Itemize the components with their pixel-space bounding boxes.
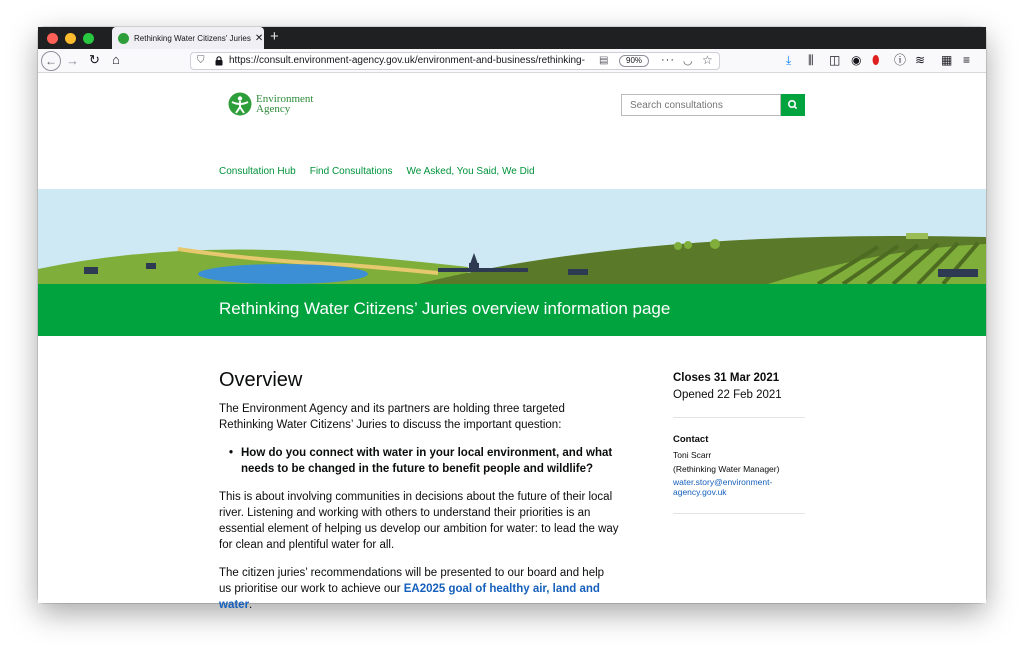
tracking-shield-icon[interactable]: ⛉ [197, 55, 205, 66]
environment-agency-logo[interactable] [228, 92, 313, 116]
search-icon [781, 94, 805, 116]
search-input[interactable]: Search consultations [621, 94, 781, 116]
info-extension-icon[interactable]: ⓘ [894, 53, 907, 67]
logo-line-2: Agency [256, 103, 291, 115]
minimize-window-button[interactable] [65, 33, 76, 44]
browser-window [38, 27, 986, 611]
page-title: Rethinking Water Citizens’ Juries overview information page [219, 299, 671, 318]
browser-tab[interactable] [112, 27, 264, 49]
library-icon[interactable]: ⫼ [808, 53, 814, 67]
page-actions-icon[interactable]: ··· [661, 54, 675, 66]
contact-role: (Rethinking Water Manager) [673, 464, 780, 474]
main-content [219, 369, 619, 625]
forward-button[interactable]: → [66, 53, 79, 68]
consultation-sidebar [673, 372, 813, 530]
menu-icon[interactable]: ≡ [963, 53, 971, 67]
tab-title: Rethinking Water Citizens' Juries [134, 33, 251, 43]
close-window-button[interactable] [47, 33, 58, 44]
downloads-icon[interactable]: ⤓ [786, 53, 792, 67]
overview-heading: Overview [219, 369, 303, 391]
contact-name: Toni Scarr [673, 450, 712, 460]
extension-icon[interactable]: ▦ [941, 53, 953, 67]
search-button[interactable] [781, 94, 805, 116]
bookmark-star-icon[interactable]: ☆ [702, 53, 713, 67]
main-navigation [219, 166, 535, 177]
nav-find-consultations[interactable]: Find Consultations [309, 166, 393, 177]
closing-date: Closes 31 Mar 2021 [673, 372, 780, 384]
ea2025-goal-link[interactable]: EA2025 goal of healthy air, land and water [219, 583, 600, 611]
reader-view-icon[interactable]: ▤ [599, 55, 609, 66]
sidebar-divider [673, 417, 805, 418]
contact-heading: Contact [673, 434, 709, 445]
pocket-icon[interactable]: ◡ [683, 55, 693, 67]
key-question-bullet: • How do you connect with water in your local environment, and what needs to be changed in the future to benefit people and wildlife? [241, 445, 619, 477]
sidebar-divider-bottom [673, 513, 805, 514]
navigation-toolbar [38, 49, 986, 73]
address-bar[interactable] [190, 52, 720, 70]
tab-close-icon[interactable]: ✕ [254, 32, 264, 44]
reload-button[interactable]: ↻ [89, 52, 100, 67]
lock-icon[interactable] [215, 56, 223, 66]
nav-we-asked-you-said[interactable]: We Asked, You Said, We Did [406, 166, 535, 177]
zoom-level-badge[interactable]: 90% [619, 55, 649, 67]
zoom-window-button[interactable] [83, 33, 94, 44]
layers-extension-icon[interactable]: ≋ [915, 53, 926, 67]
opera-extension-icon[interactable]: ⬮ [872, 53, 880, 67]
logo-line-1: Environment [256, 93, 314, 105]
url-text[interactable]: https://consult.environment-agency.gov.uk/environment-and-business/rethinking- [229, 55, 585, 66]
landscape-banner [38, 189, 986, 284]
tab-strip [38, 27, 986, 49]
nav-consultation-hub[interactable]: Consultation Hub [219, 166, 296, 177]
web-page [38, 74, 986, 611]
back-button[interactable]: ← [41, 51, 61, 71]
community-paragraph: This is about involving communities in decisions about the future of their local river. Listening and working with others to understand their priorities is an essential element of helping us develop our ambition for water: to lead the way for clean and plentiful water for all. [219, 491, 619, 551]
account-icon[interactable]: ◉ [851, 53, 862, 67]
agency-emblem-icon [228, 92, 252, 116]
opening-date: Opened 22 Feb 2021 [673, 389, 782, 401]
page-title-band [38, 284, 986, 336]
recommendations-end: . [249, 599, 253, 611]
new-tab-button[interactable]: + [270, 28, 279, 45]
sidebar-icon[interactable]: ◫ [829, 53, 841, 67]
favicon-icon [118, 33, 129, 44]
contact-email-link[interactable]: water.story@environment-agency.gov.uk [673, 477, 773, 497]
recommendations-paragraph [219, 565, 619, 613]
recommendations-text: The citizen juries’ recommendations will be presented to our board and help us prioritise our work to achieve our [219, 567, 605, 595]
intro-paragraph: The Environment Agency and its partners are holding three targeted Rethinking Water Citizens’ Juries to discuss the important question: [219, 403, 565, 431]
home-button[interactable]: ⌂ [112, 52, 120, 67]
